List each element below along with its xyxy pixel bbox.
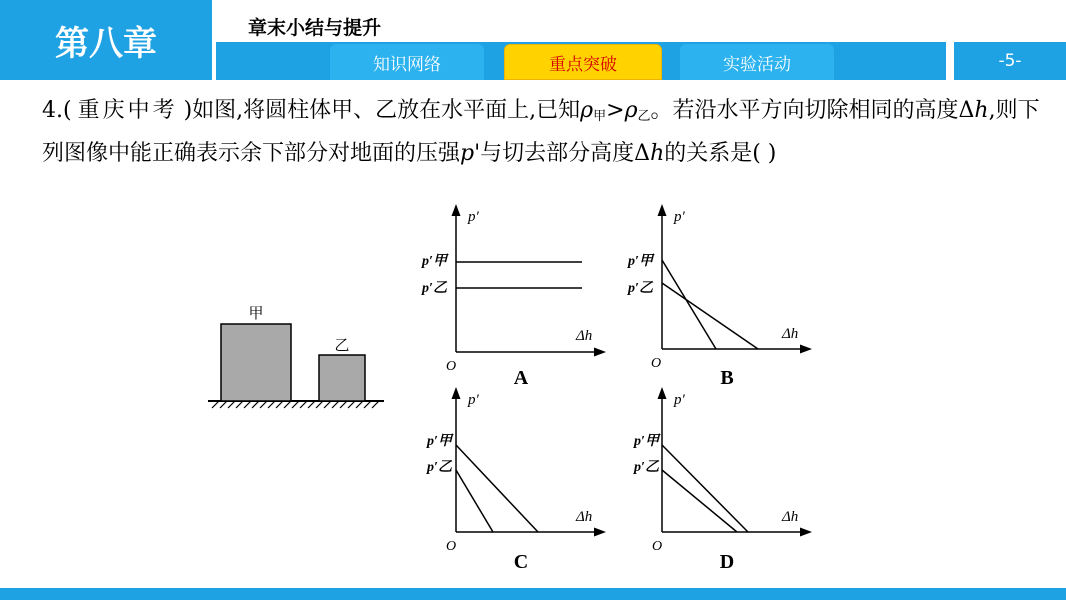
label-p-yi: p′乙	[422, 281, 447, 296]
gt-sign: >	[606, 98, 625, 123]
graph-label-b: B	[720, 367, 734, 389]
rho-sub-jia: 甲	[593, 109, 607, 124]
tab-key-points[interactable]: 重点突破	[504, 44, 662, 80]
label-p-yi: p′乙	[628, 281, 653, 296]
line-jia	[662, 445, 748, 532]
graph-c	[426, 392, 600, 573]
rho-symbol: ρ	[624, 98, 638, 123]
page-number: -5-	[954, 42, 1066, 80]
delta-symbol: Δ	[634, 141, 651, 166]
label-p-jia: p′甲	[628, 254, 653, 269]
graph-label-d: D	[719, 551, 735, 573]
origin-label: O	[446, 539, 457, 554]
graph-b	[627, 209, 806, 389]
question-source: 重庆中考	[77, 98, 178, 123]
graph-a	[421, 209, 600, 389]
rho-sub-yi: 乙	[637, 109, 651, 124]
line-yi	[662, 470, 737, 532]
question-part3: ,则下列图像中能正确表示余下部分对地面的压强	[42, 98, 1040, 166]
h-symbol: h	[650, 141, 665, 166]
label-yi: 乙	[334, 336, 350, 354]
label-p-yi: p′乙	[634, 460, 659, 475]
question-part5: 的关系是( )	[664, 141, 777, 166]
y-axis-label: p′	[674, 392, 685, 408]
question-number: 4.(	[42, 98, 72, 123]
p-symbol: p'	[460, 141, 481, 166]
y-axis-label: p′	[674, 209, 685, 225]
question-part4: 与切去部分高度	[480, 141, 635, 166]
tab-knowledge-network[interactable]: 知识网络	[330, 44, 484, 80]
graph-label-c: C	[513, 551, 529, 573]
h-symbol: h	[974, 98, 989, 123]
label-jia: 甲	[248, 304, 264, 322]
footer-bar	[0, 588, 1066, 600]
label-p-yi: p′乙	[427, 460, 452, 475]
label-p-jia: p′甲	[427, 434, 452, 449]
graph-d	[633, 392, 806, 573]
question-part1: )如图,将圆柱体甲、乙放在水平面上,已知	[183, 98, 581, 123]
ground-hatching	[212, 401, 379, 408]
question-part2: 。若沿水平方向切除相同的高度	[650, 98, 959, 123]
label-p-jia: p′甲	[634, 434, 659, 449]
cylinder-yi	[319, 355, 365, 401]
origin-label: O	[651, 356, 662, 371]
origin-label: O	[446, 359, 457, 374]
graph-label-a: A	[513, 367, 529, 389]
x-axis-label: Δh	[782, 326, 799, 342]
x-axis-label: Δh	[576, 509, 593, 525]
delta-symbol: Δ	[958, 98, 975, 123]
cylinder-jia	[221, 324, 291, 401]
x-axis-label: Δh	[576, 328, 593, 344]
chapter-title: 第八章	[0, 0, 212, 80]
tab-experiments[interactable]: 实验活动	[680, 44, 834, 80]
rho-symbol: ρ	[580, 98, 594, 123]
section-subtitle: 章末小结与提升	[248, 17, 382, 39]
origin-label: O	[652, 539, 663, 554]
y-axis-label: p′	[468, 392, 479, 408]
cylinder-diagram	[208, 304, 384, 408]
y-axis-label: p′	[468, 209, 479, 225]
line-jia	[456, 445, 538, 532]
x-axis-label: Δh	[782, 509, 799, 525]
label-p-jia: p′甲	[422, 254, 447, 269]
line-jia	[662, 260, 716, 349]
